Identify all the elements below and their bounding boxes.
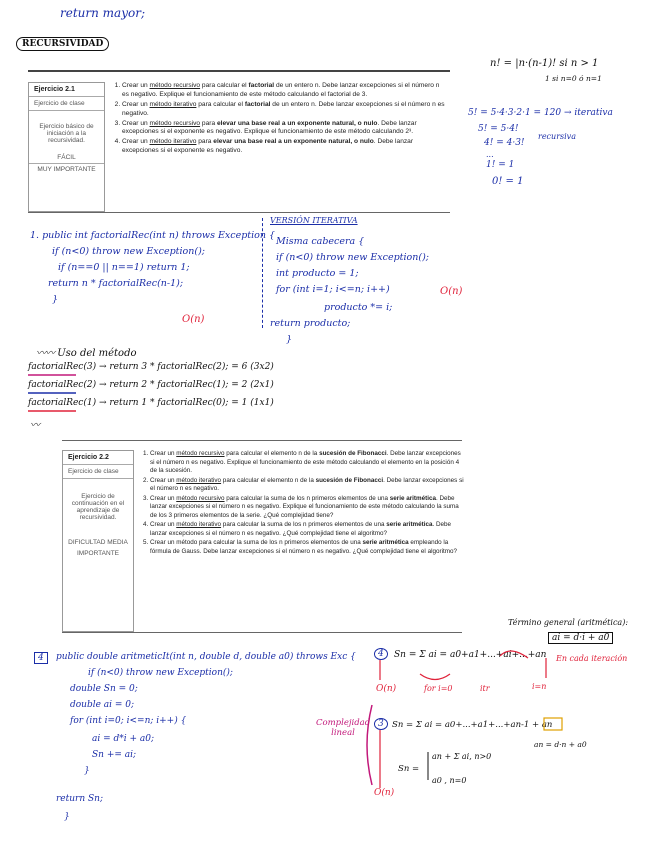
- code-arith-line8: }: [84, 766, 90, 776]
- code-iterative-line3: int producto = 1;: [276, 268, 359, 279]
- code-arith-line10: }: [64, 812, 70, 822]
- factorial-example-iterative: 5! = 5·4·3·2·1 = 120 → iterativa: [468, 108, 613, 118]
- exercise-2-1-bottom-rule: [28, 212, 450, 213]
- code-recursive-line2: if (n<0) throw new Exception();: [52, 246, 205, 257]
- exercise-2-1-title: Ejercicio 2.1: [29, 83, 104, 97]
- each-iteration-label: En cada iteración: [556, 654, 628, 663]
- factorial-zero: 0! = 1: [492, 176, 524, 187]
- exercise-2-1-card: [28, 82, 105, 212]
- code-arith-line5: for (int i=0; i<=n; i++) {: [70, 716, 187, 726]
- exercise-2-2-bottom-rule: [62, 632, 462, 633]
- factorial-recursive-step4: 1! = 1: [486, 160, 515, 170]
- factorial-recursive-step1: 5! = 5·4!: [478, 124, 519, 134]
- code-arith-line7: Sn += ai;: [92, 750, 137, 760]
- exercise-2-1-importance: MUY IMPORTANTE: [29, 163, 104, 175]
- list-item: 5. Crear un método para calcular la suma de los n primeros elementos de una serie aritmética empleando la fórmula de Gauss. Debe lanzar excepciones si el número n es negativo. ¿Qué complejidad tiene el algoritmo?: [150, 539, 464, 556]
- code-arith-line3: double Sn = 0;: [70, 684, 138, 694]
- factorial-recursive-dots: ...: [486, 150, 494, 159]
- itr-label: itr: [480, 684, 490, 693]
- list-item: 4. Crear un método iterativo para elevar una base real a un exponente natural, o nulo. Debe lanzar excepciones si el exponente es negativo.: [122, 138, 448, 156]
- exercise-2-2-level: DIFICULTAD MEDIA: [68, 539, 128, 546]
- exercise-2-1-list: [108, 82, 448, 157]
- complexity-iterative: O(n): [440, 286, 463, 297]
- usage-row-2: factorialRec(2) → return 2 * factorialRec(1); = 2 (2x1): [28, 380, 274, 390]
- list-item: 1. Crear un método recursivo para calcular el elemento n de la sucesión de Fibonacci. Debe lanzar excepciones si el número n es negativo. Explique el funcionamiento de este método calculando el elemento en la posición 4 de la sucesión.: [150, 450, 464, 476]
- list-item: 2. Crear un método iterativo para calcular el elemento n de la sucesión de Fibonacci. Debe lanzar excepciones si el número n es negativo.: [150, 477, 464, 494]
- factorial-recursive-step2: 4! = 4·3!: [484, 138, 525, 148]
- code-iterative-line2: if (n<0) throw new Exception();: [276, 252, 429, 263]
- code-arith-line4: double ai = 0;: [70, 700, 135, 710]
- usage-title: 〰〰 Uso del método: [36, 348, 137, 359]
- item-3-circle: 3: [374, 718, 388, 730]
- sum-formula-1: Sn = Σ ai = a0+a1+...+ai+...+an: [394, 650, 547, 660]
- list-item: 2. Crear un método iterativo para calcular el factorial de un entero n. Debe lanzar excepciones si el número n es negativo.: [122, 101, 448, 119]
- usage-underlines: [28, 372, 328, 422]
- code-iterative-line5: producto *= i;: [324, 302, 393, 313]
- iterative-header: VERSIÓN ITERATIVA: [270, 216, 358, 225]
- section-label-recursividad: RECURSIVIDAD: [16, 37, 109, 51]
- exercise-2-1-type: Ejercicio de clase: [29, 97, 104, 111]
- usage-row-1: factorialRec(3) → return 3 * factorialRec(2); = 6 (3x2): [28, 362, 274, 372]
- exercise-2-2-top-rule: [62, 440, 462, 441]
- list-item: 3. Crear un método recursivo para elevar una base real a un exponente natural, o nulo. Debe lanzar excepciones si el exponente es negativo. Explique el funcionamiento de este método calculando 2³.: [122, 120, 448, 138]
- top-divider: [28, 70, 450, 72]
- i-eq-n-label: i=n: [532, 682, 547, 691]
- math-annotations-svg: [360, 640, 646, 810]
- term-general-formula: ai = d·i + a0: [548, 632, 613, 644]
- code-iterative-line1: Misma cabecera {: [276, 236, 365, 247]
- exercise-2-1-description: Ejercicio básico de iniciación a la recursividad.: [39, 123, 94, 144]
- list-item: 1. Crear un método recursivo para calcular el factorial de un entero n. Debe lanzar excepciones si el número n es negativo. Explique el funcionamiento de este método calculando el factorial de 3.: [122, 82, 448, 100]
- list-item: 3. Crear un método recursivo para calcular la suma de los n primeros elementos de una serie aritmética. Debe lanzar excepciones si el número n es negativo. Explique el funcionamiento de este método calculando la suma de los 3 primeros elementos de la serie. ¿Qué complejidad tiene?: [150, 495, 464, 521]
- recursive-sum-lhs: Sn =: [398, 764, 420, 774]
- exercise-2-2-list: [136, 450, 464, 557]
- code-recursive-line1: 1. public int factorialRec(int n) throws Exception {: [30, 230, 276, 241]
- exercise-2-2-type: Ejercicio de clase: [63, 465, 133, 479]
- code-iterative-line4: for (int i=1; i<=n; i++): [276, 284, 390, 295]
- return-mayor-note: return mayor;: [60, 6, 145, 20]
- code-arith-line9: return Sn;: [56, 794, 103, 804]
- code-iterative-line6: return producto;: [270, 318, 351, 329]
- for-i-label: for i=0: [424, 684, 453, 693]
- complexity-recursive: O(n): [182, 314, 205, 325]
- code-arith-line6: ai = d*i + a0;: [92, 734, 155, 744]
- list-item: 4. Crear un método iterativo para calcular la suma de los n primeros elementos de una serie aritmética. Debe lanzar excepciones si el número n es negativo. ¿Qué complejidad tiene el algoritmo?: [150, 521, 464, 538]
- code-arith-line2: if (n<0) throw new Exception();: [88, 668, 233, 678]
- factorial-definition: n! = |n·(n-1)! si n > 1: [490, 58, 599, 69]
- complexity-lineal-label: Complejidad lineal: [316, 718, 371, 738]
- sum-formula-3: Sn = Σ ai = a0+...+a1+...+an-1 + an: [392, 720, 553, 730]
- code-recursive-line5: }: [52, 294, 59, 305]
- code-iterative-line7: }: [286, 334, 293, 345]
- item-4-box: 4: [34, 652, 48, 664]
- factorial-definition-base: 1 si n=0 ó n=1: [545, 74, 602, 83]
- code-recursive-line3: if (n==0 || n==1) return 1;: [58, 262, 190, 273]
- recursive-case-2: a0 , n=0: [432, 776, 467, 785]
- exercise-2-1-level: FÁCIL: [57, 154, 76, 161]
- an-formula: an = d·n + a0: [534, 740, 587, 749]
- exercise-2-2-description: Ejercicio de continuación en el aprendizaje de recursividad.: [71, 493, 125, 521]
- exercise-2-2-title: Ejercicio 2.2: [63, 451, 133, 465]
- recursive-case-1: an + Σ ai, n>0: [432, 752, 492, 761]
- complexity-on-1: O(n): [376, 684, 397, 694]
- complexity-on-2: O(n): [374, 788, 395, 798]
- code-divider: [262, 218, 263, 328]
- code-arith-line1: public double aritmeticIt(int n, double d, double a0) throws Exc {: [56, 652, 356, 662]
- usage-row-3: factorialRec(1) → return 1 * factorialRec(0); = 1 (1x1): [28, 398, 274, 408]
- recursive-label: recursiva: [538, 132, 576, 141]
- term-general-label: Término general (aritmética):: [508, 618, 629, 627]
- item-4-circle: 4: [374, 648, 388, 660]
- exercise-2-2-importance: IMPORTANTE: [76, 550, 119, 557]
- code-recursive-line4: return n * factorialRec(n-1);: [48, 278, 184, 289]
- usage-end-squiggle: 〰: [30, 420, 39, 431]
- exercise-2-2-card: [62, 450, 134, 632]
